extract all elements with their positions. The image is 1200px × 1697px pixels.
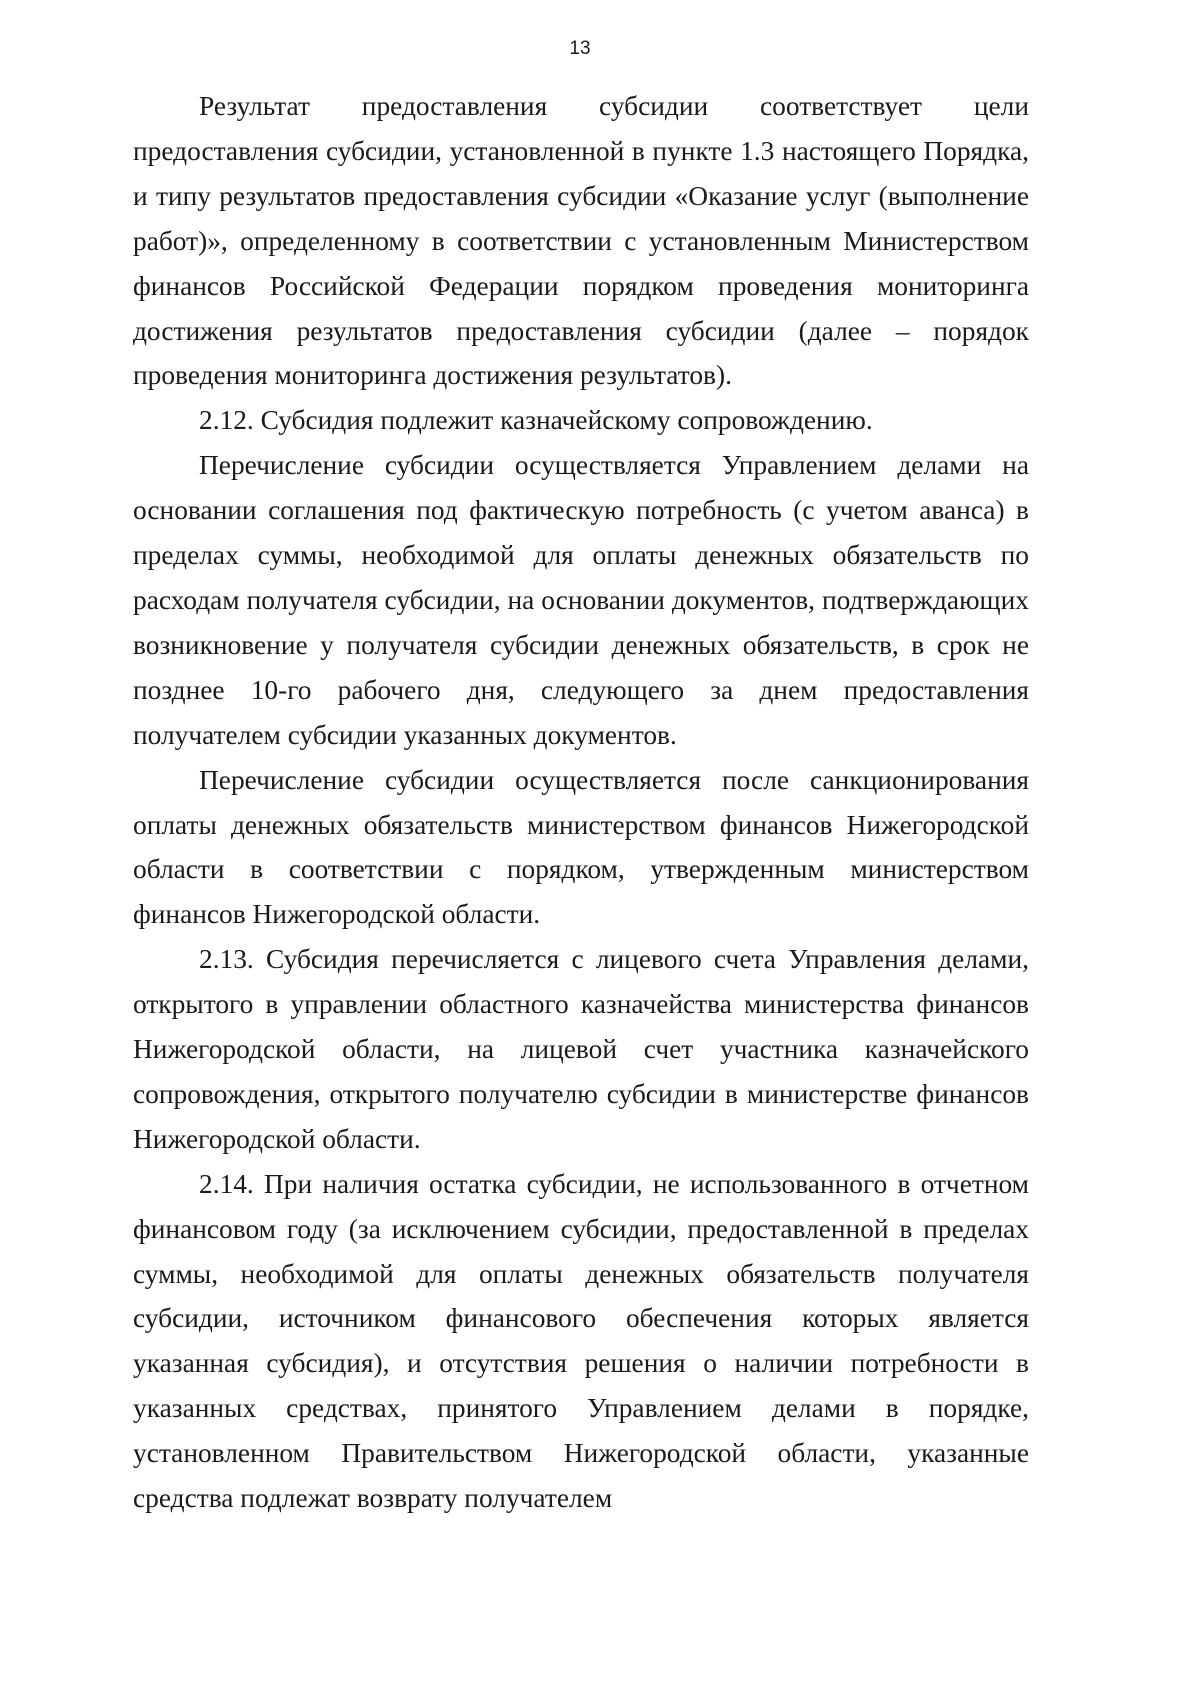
paragraph-transfer-basis: Перечисление субсидии осуществляется Управлением делами на основании соглашения под фактическую потребность (с учетом аванса) в пределах суммы, необходимой для оплаты денежных обязательств по расходам получателя субсидии, на основании документов, подтверждающих возникновение у получателя субсидии денежных обязательств, в срок не позднее 10-го рабочего дня, следующего за днем предоставления получателем субсидии указанных документов.	[133, 450, 1029, 750]
paragraph-transfer-authorization: Перечисление субсидии осуществляется после санкционирования оплаты денежных обязательств министерством финансов Нижегородской области в соответствии с порядком, утвержденным министерством финансов Нижегородской области.	[133, 764, 1029, 930]
paragraph-result-of-subsidy: Результат предоставления субсидии соответствует цели предоставления субсидии, установленной в пункте 1.3 настоящего Порядка, и типу результатов предоставления субсидии «Оказание услуг (выполнение работ)», определенному в соответствии с установленным Министерством финансов Российской Федерации порядком проведения мониторинга достижения результатов предоставления субсидии (далее – порядок проведения мониторинга достижения результатов).	[133, 91, 1029, 391]
page-number: 13	[569, 38, 591, 59]
paragraph-2-14: 2.14. При наличия остатка субсидии, не использованного в отчетном финансовом году (за исключением субсидии, предоставленной в пределах суммы, необходимой для оплаты денежных обязательств получателя субсидии, источником финансового обеспечения которых является указанная субсидия), и отсутствия решения о наличии потребности в указанных средствах, принятого Управлением делами в порядке, установленном Правительством Нижегородской области, указанные средства подлежат возврату получателем	[133, 1168, 1029, 1514]
paragraph-2-13: 2.13. Субсидия перечисляется с лицевого счета Управления делами, открытого в управлении областного казначейства министерства финансов Нижегородской области, на лицевой счет участника казначейского сопровождения, открытого получателю субсидии в министерстве финансов Нижегородской области.	[133, 944, 1029, 1154]
document-body	[133, 84, 1029, 1521]
paragraph-2-12: 2.12. Субсидия подлежит казначейскому сопровождению.	[199, 405, 873, 436]
